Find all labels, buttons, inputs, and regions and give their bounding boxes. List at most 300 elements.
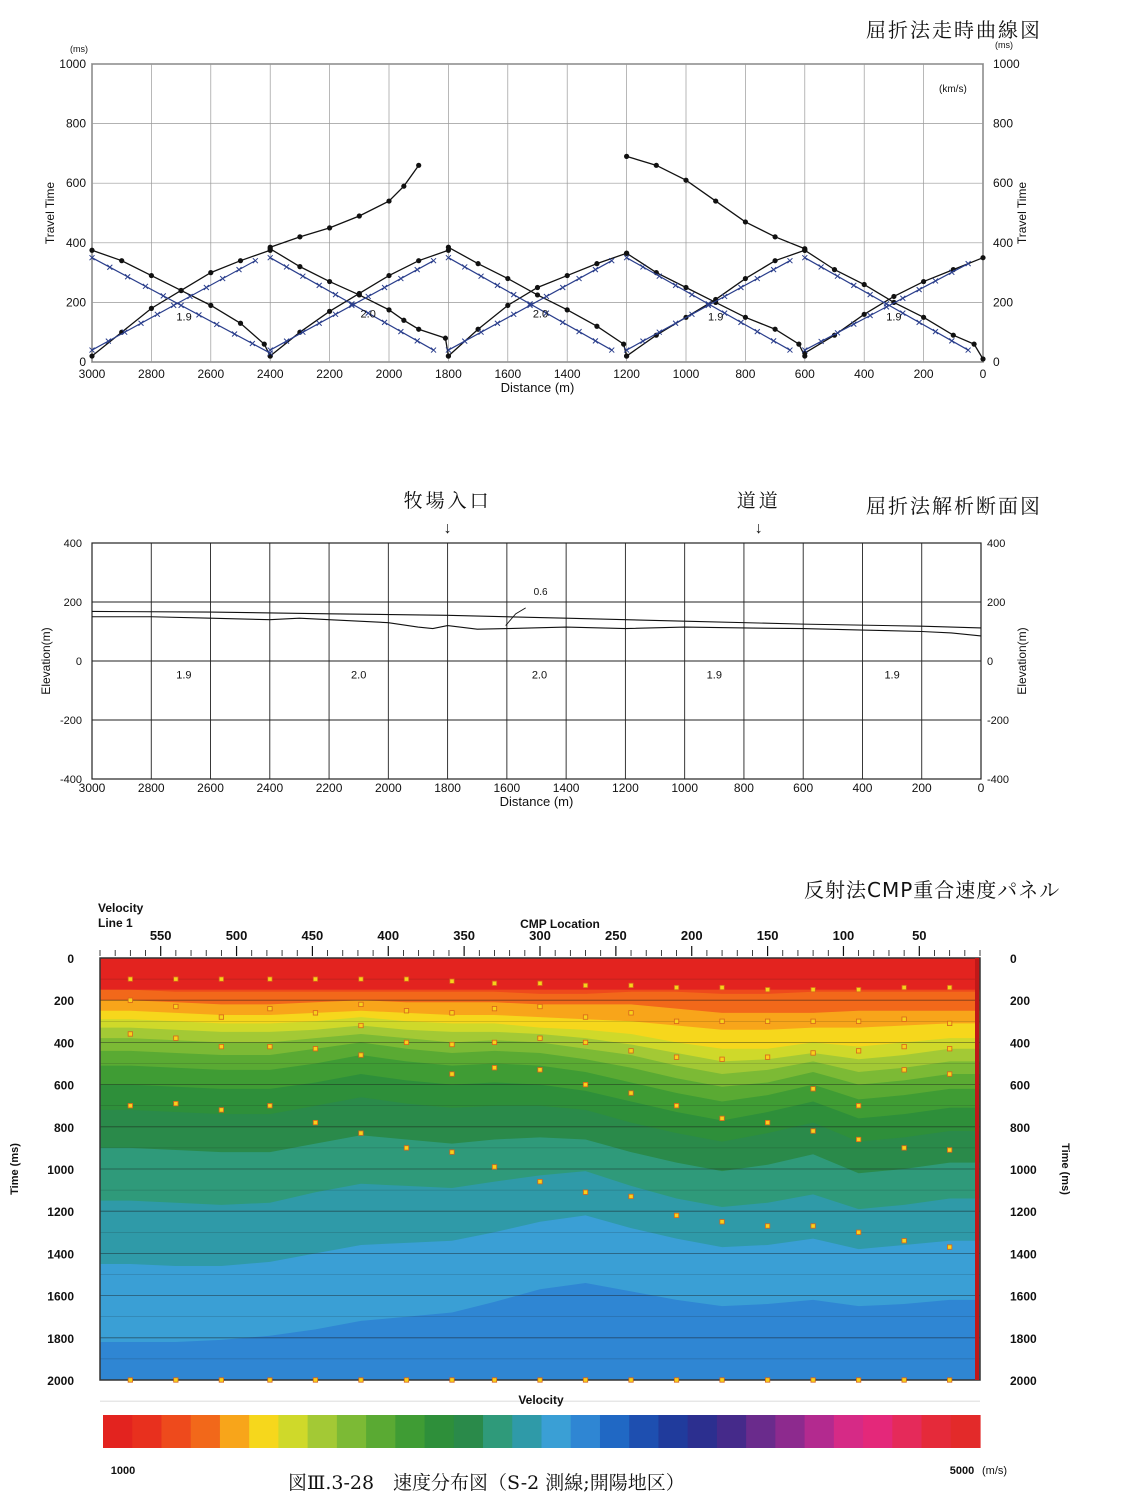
velocity-pick xyxy=(450,979,454,983)
observed-point xyxy=(624,154,629,159)
travel-time-title: 屈折法走時曲線図 xyxy=(866,18,1042,42)
velocity-pick xyxy=(720,1057,724,1061)
velocity-label: 2.0 xyxy=(532,308,549,321)
velocity-pick xyxy=(902,1017,906,1021)
y-tick-label-left: 2000 xyxy=(47,1374,74,1388)
observed-point xyxy=(386,198,391,203)
x-tick-label: 1600 xyxy=(493,781,521,795)
velocity-pick xyxy=(359,1023,363,1027)
velocity-pick xyxy=(674,1378,678,1382)
calc-point xyxy=(511,292,516,297)
velocity-pick xyxy=(629,1091,633,1095)
velocity-pick xyxy=(359,1053,363,1057)
velocity-pick xyxy=(219,1015,223,1019)
x-tick-label: 100 xyxy=(832,928,855,943)
y-tick-label-left: 0 xyxy=(79,355,86,369)
observed-point xyxy=(565,273,570,278)
y-tick-label-left: 1400 xyxy=(47,1247,74,1262)
calc-point xyxy=(382,285,387,290)
x-tick-label: 2600 xyxy=(197,367,225,381)
velocity-pick xyxy=(902,1068,906,1072)
velocity-pick xyxy=(674,1019,678,1023)
observed-point xyxy=(862,312,867,317)
velocity-pick xyxy=(765,987,769,991)
colorbar-swatch xyxy=(425,1415,455,1448)
colorbar-swatch xyxy=(746,1415,776,1448)
velocity-pick xyxy=(629,1049,633,1053)
velocity-label: 1.9 xyxy=(884,669,900,682)
observed-travel-line xyxy=(805,258,983,353)
x-tick-label: 2600 xyxy=(197,781,224,795)
velocity-pick xyxy=(902,1239,906,1243)
observed-point xyxy=(773,234,778,239)
calc-point xyxy=(771,338,776,343)
y-tick-label-right: 0 xyxy=(987,656,994,668)
x-tick-label: 450 xyxy=(301,928,324,943)
x-tick-label: 1000 xyxy=(672,367,700,381)
y-tick-label-left: 200 xyxy=(63,597,82,609)
velocity-pick xyxy=(359,977,363,981)
velocity-pick xyxy=(538,1004,542,1008)
calc-point xyxy=(462,339,467,344)
x-tick-label: 200 xyxy=(680,928,703,943)
velocity-pick xyxy=(174,1004,178,1008)
calc-point xyxy=(933,278,938,283)
velocity-pick xyxy=(947,1047,951,1051)
colorbar-swatch xyxy=(395,1415,425,1448)
calc-point xyxy=(479,274,484,279)
colorbar-swatch xyxy=(161,1415,191,1448)
observed-travel-line xyxy=(270,250,448,356)
calc-point xyxy=(738,320,743,325)
velocity-pick xyxy=(538,1068,542,1072)
observed-point xyxy=(713,198,718,203)
velocity-pick xyxy=(450,1042,454,1046)
velocity-pick xyxy=(856,1049,860,1053)
y-tick-label-left: 1600 xyxy=(47,1289,74,1304)
colorbar-swatch xyxy=(629,1415,659,1448)
calc-point xyxy=(253,258,258,263)
observed-point xyxy=(238,258,243,263)
colorbar-swatch xyxy=(805,1415,835,1448)
velocity-pick xyxy=(856,1230,860,1234)
x-tick-label: 550 xyxy=(149,928,172,943)
panel-header-velocity: Velocity xyxy=(98,901,144,915)
observed-point xyxy=(621,342,626,347)
observed-point xyxy=(743,276,748,281)
calc-point xyxy=(544,294,549,299)
y-tick-label-left: 600 xyxy=(53,1078,74,1093)
x-tick-label: 0 xyxy=(977,781,985,795)
colorbar-swatch xyxy=(600,1415,630,1448)
observed-point xyxy=(179,288,184,293)
y-tick-label-right: -400 xyxy=(987,774,1010,786)
y-tick-label-right: 1600 xyxy=(1010,1289,1037,1304)
refractor-line xyxy=(92,617,981,636)
x-tick-label: 200 xyxy=(911,781,932,795)
x-tick-label: 600 xyxy=(794,367,815,381)
observed-point xyxy=(862,282,867,287)
calc-point xyxy=(593,267,598,272)
y-tick-label-left: 0 xyxy=(67,952,74,966)
y-tick-label-right: 0 xyxy=(1010,952,1017,966)
layer-velocity-label: 0.6 xyxy=(533,587,548,599)
observed-point xyxy=(357,213,362,218)
x-tick-label: 1600 xyxy=(494,367,522,381)
observed-point xyxy=(327,279,332,284)
velocity-pick xyxy=(583,1040,587,1044)
velocity-pick xyxy=(538,1036,542,1040)
velocity-pick xyxy=(268,1044,272,1048)
y-tick-label-right: 800 xyxy=(993,116,1014,131)
observed-point xyxy=(297,264,302,269)
velocity-pick xyxy=(856,987,860,991)
colorbar-swatch xyxy=(775,1415,805,1448)
calc-point xyxy=(155,312,160,317)
velocity-pick xyxy=(538,1378,542,1382)
velocity-pick xyxy=(765,1120,769,1124)
observed-point xyxy=(416,258,421,263)
x-tick-label: 3000 xyxy=(78,781,106,795)
location-arrow: ↓ xyxy=(754,520,763,537)
calc-point xyxy=(787,258,792,263)
y-tick-label-right: 0 xyxy=(993,355,1000,369)
x-axis-label: Distance (m) xyxy=(500,380,575,395)
x-tick-label: 3000 xyxy=(78,367,106,381)
y-tick-label-left: 600 xyxy=(65,176,86,191)
calc-point xyxy=(300,274,305,279)
x-tick-label: 1800 xyxy=(434,781,461,795)
observed-point xyxy=(980,356,985,361)
calc-point xyxy=(196,312,201,317)
velocity-pick xyxy=(720,1019,724,1023)
y-tick-label-left: 1800 xyxy=(47,1331,74,1346)
colorbar-swatch xyxy=(308,1415,338,1448)
observed-point xyxy=(208,303,213,308)
calc-point xyxy=(415,267,420,272)
velocity-pick xyxy=(359,1002,363,1006)
y-axis-label-left: Elevation(m) xyxy=(39,627,53,695)
velocity-pick xyxy=(128,1104,132,1108)
calc-point xyxy=(214,322,219,327)
observed-point xyxy=(535,292,540,297)
colorbar-swatch xyxy=(220,1415,250,1448)
calc-point xyxy=(689,292,694,297)
calc-point xyxy=(722,294,727,299)
velocity-pick xyxy=(404,1146,408,1150)
calc-point xyxy=(673,283,678,288)
y-unit-right: (ms) xyxy=(995,40,1013,50)
observed-point xyxy=(921,315,926,320)
calc-point xyxy=(431,258,436,263)
calc-point xyxy=(868,313,873,318)
observed-point xyxy=(980,255,985,260)
velocity-pick xyxy=(313,1378,317,1382)
y-tick-label-right: 1800 xyxy=(1010,1331,1037,1346)
colorbar-swatch xyxy=(717,1415,747,1448)
velocity-pick xyxy=(811,1224,815,1228)
velocity-unit: (km/s) xyxy=(939,84,967,95)
observed-point xyxy=(238,321,243,326)
velocity-panel-title: 反射法CMP重合速度パネル xyxy=(804,878,1061,902)
velocity-pick xyxy=(404,1009,408,1013)
x-tick-label: 600 xyxy=(793,781,814,795)
observed-point xyxy=(327,309,332,314)
colorbar-swatch xyxy=(366,1415,396,1448)
velocity-pick xyxy=(174,1036,178,1040)
x-axis-label: Distance (m) xyxy=(499,794,574,809)
observed-point xyxy=(773,327,778,332)
calc-point xyxy=(835,274,840,279)
velocity-pick xyxy=(947,1378,951,1382)
observed-point xyxy=(446,248,451,253)
x-tick-label: 350 xyxy=(453,928,475,943)
observed-point xyxy=(921,279,926,284)
calc-point xyxy=(771,267,776,272)
observed-point xyxy=(446,353,451,358)
velocity-pick xyxy=(450,1150,454,1154)
colorbar-max-label: 5000 xyxy=(949,1465,975,1477)
y-tick-label-left: 1200 xyxy=(47,1205,74,1220)
y-tick-label-right: 200 xyxy=(1010,994,1031,1009)
y-tick-label-right: -200 xyxy=(987,715,1010,727)
section-title: 屈折法解析断面図 xyxy=(866,494,1042,518)
observed-point xyxy=(119,258,124,263)
x-tick-label: 2800 xyxy=(137,781,165,795)
observed-point xyxy=(891,294,896,299)
calc-point xyxy=(884,304,889,309)
velocity-pick xyxy=(811,1087,815,1091)
velocity-pick xyxy=(219,1108,223,1112)
velocity-pick xyxy=(674,1213,678,1217)
location-marker-label: 道道 xyxy=(736,490,781,512)
velocity-pick xyxy=(268,1006,272,1010)
velocity-pick xyxy=(811,1378,815,1382)
section-chart xyxy=(0,475,1121,815)
colorbar-swatch xyxy=(688,1415,718,1448)
observed-point xyxy=(683,285,688,290)
calc-point xyxy=(917,320,922,325)
velocity-pick xyxy=(128,998,132,1002)
velocity-pick xyxy=(856,1019,860,1023)
y-axis-label-right: Travel Time xyxy=(1015,181,1029,245)
velocity-pick xyxy=(765,1019,769,1023)
observed-point xyxy=(654,163,659,168)
colorbar-swatch xyxy=(834,1415,864,1448)
calc-point xyxy=(609,348,614,353)
velocity-pick xyxy=(359,1131,363,1135)
calc-point xyxy=(284,264,289,269)
x-tick-label: 1400 xyxy=(553,367,581,381)
location-marker-label: 牧場入口 xyxy=(403,490,492,512)
observed-point xyxy=(683,178,688,183)
velocity-pick xyxy=(583,983,587,987)
observed-point xyxy=(594,261,599,266)
velocity-pick xyxy=(174,1101,178,1105)
observed-point xyxy=(743,219,748,224)
colorbar-swatch xyxy=(922,1415,952,1448)
calc-point xyxy=(577,276,582,281)
observed-point xyxy=(386,307,391,312)
x-tick-label: 2800 xyxy=(138,367,165,381)
velocity-pick xyxy=(219,1378,223,1382)
velocity-pick xyxy=(313,1047,317,1051)
calc-point xyxy=(868,292,873,297)
calc-point xyxy=(755,329,760,334)
calc-point xyxy=(366,294,371,299)
velocity-label: 1.9 xyxy=(886,311,902,324)
calc-point xyxy=(917,287,922,292)
observed-point xyxy=(951,333,956,338)
velocity-pick xyxy=(450,1072,454,1076)
velocity-label: 1.9 xyxy=(706,669,722,682)
x-tick-label: 2400 xyxy=(256,781,284,795)
calc-point xyxy=(949,338,954,343)
observed-point xyxy=(743,315,748,320)
observed-point xyxy=(971,342,976,347)
calc-point xyxy=(317,283,322,288)
observed-point xyxy=(594,324,599,329)
x-tick-label: 1800 xyxy=(435,367,462,381)
velocity-pick xyxy=(720,1378,724,1382)
velocity-pick xyxy=(856,1378,860,1382)
calc-point xyxy=(139,321,144,326)
velocity-pick xyxy=(947,1072,951,1076)
velocity-pick xyxy=(583,1190,587,1194)
observed-travel-line xyxy=(270,165,419,247)
observed-point xyxy=(401,318,406,323)
velocity-pick xyxy=(811,987,815,991)
colorbar-swatch xyxy=(103,1415,133,1448)
velocity-pick xyxy=(492,1006,496,1010)
observed-point xyxy=(505,276,510,281)
observed-point xyxy=(476,261,481,266)
x-tick-label: 1000 xyxy=(671,781,699,795)
velocity-label: 1.9 xyxy=(708,311,724,324)
calc-point xyxy=(382,320,387,325)
observed-point xyxy=(416,163,421,168)
velocity-pick xyxy=(811,1129,815,1133)
calc-point xyxy=(232,331,237,336)
x-axis-label: CMP Location xyxy=(520,917,600,931)
calc-point xyxy=(204,285,209,290)
calc-point xyxy=(107,265,112,270)
colorbar-swatch xyxy=(337,1415,367,1448)
x-tick-label: 2000 xyxy=(374,781,402,795)
observed-point xyxy=(416,327,421,332)
colorbar-swatch xyxy=(658,1415,688,1448)
velocity-pick xyxy=(538,1179,542,1183)
travel-time-chart xyxy=(0,0,1121,410)
velocity-pick xyxy=(128,977,132,981)
observed-point xyxy=(505,303,510,308)
velocity-pick xyxy=(492,981,496,985)
observed-point xyxy=(149,306,154,311)
y-tick-label-left: 1000 xyxy=(47,1163,74,1177)
velocity-pick xyxy=(902,985,906,989)
observed-travel-line xyxy=(448,253,626,356)
calc-point xyxy=(495,283,500,288)
velocity-pick xyxy=(313,1120,317,1124)
colorbar-swatch xyxy=(249,1415,279,1448)
observed-point xyxy=(565,307,570,312)
calc-point xyxy=(125,274,130,279)
colorbar-swatch xyxy=(951,1415,981,1448)
colorbar-swatch xyxy=(512,1415,542,1448)
observed-travel-line xyxy=(92,250,270,356)
calc-point xyxy=(495,321,500,326)
calc-point xyxy=(415,338,420,343)
calc-point xyxy=(851,283,856,288)
x-tick-label: 500 xyxy=(225,928,248,943)
velocity-pick xyxy=(404,1378,408,1382)
velocity-pick xyxy=(902,1044,906,1048)
velocity-pick xyxy=(629,1011,633,1015)
y-tick-label-right: 1000 xyxy=(993,57,1020,71)
y-axis-label-left: Time (ms) xyxy=(9,1143,21,1195)
observed-point xyxy=(89,248,94,253)
calc-point xyxy=(431,348,436,353)
calc-point xyxy=(333,312,338,317)
calc-point xyxy=(966,261,971,266)
calc-point xyxy=(933,329,938,334)
velocity-pick xyxy=(219,977,223,981)
colorbar-swatch xyxy=(863,1415,893,1448)
velocity-pick xyxy=(128,1378,132,1382)
observed-point xyxy=(386,273,391,278)
velocity-label: 2.0 xyxy=(351,669,367,682)
velocity-pick xyxy=(313,1011,317,1015)
velocity-panel-chart xyxy=(0,895,1121,1495)
calc-point xyxy=(479,330,484,335)
y-tick-label-left: 400 xyxy=(63,538,82,550)
y-tick-label-left: 200 xyxy=(53,994,74,1009)
observed-point xyxy=(208,270,213,275)
velocity-pick xyxy=(720,1116,724,1120)
calc-point xyxy=(161,293,166,298)
y-axis-label-left: Travel Time xyxy=(43,181,57,245)
colorbar-min-label: 1000 xyxy=(110,1465,136,1477)
calc-point xyxy=(250,341,255,346)
calc-point xyxy=(237,267,242,272)
y-tick-label-right: 600 xyxy=(993,176,1014,191)
velocity-label: 2.0 xyxy=(360,308,376,321)
calc-point xyxy=(577,329,582,334)
x-tick-label: 200 xyxy=(913,367,934,381)
velocity-pick xyxy=(629,983,633,987)
observed-point xyxy=(262,342,267,347)
calc-point xyxy=(462,264,467,269)
y-tick-label-right: 200 xyxy=(993,295,1014,310)
calc-point xyxy=(593,338,598,343)
y-tick-label-right: 400 xyxy=(987,538,1006,550)
y-unit-left: (ms) xyxy=(70,44,88,54)
y-axis-label-right: Elevation(m) xyxy=(1015,627,1029,695)
x-tick-label: 400 xyxy=(377,928,400,943)
x-tick-label: 400 xyxy=(852,781,873,795)
velocity-pick xyxy=(720,985,724,989)
calc-point xyxy=(220,276,225,281)
calc-point xyxy=(560,320,565,325)
velocity-pick xyxy=(538,981,542,985)
velocity-label: 1.9 xyxy=(176,669,192,682)
velocity-pick xyxy=(404,977,408,981)
x-tick-label: 800 xyxy=(735,367,756,381)
y-tick-label-right: 1200 xyxy=(1010,1205,1037,1220)
y-tick-label-left: 800 xyxy=(53,1120,74,1135)
velocity-pick xyxy=(947,985,951,989)
calc-point xyxy=(179,303,184,308)
